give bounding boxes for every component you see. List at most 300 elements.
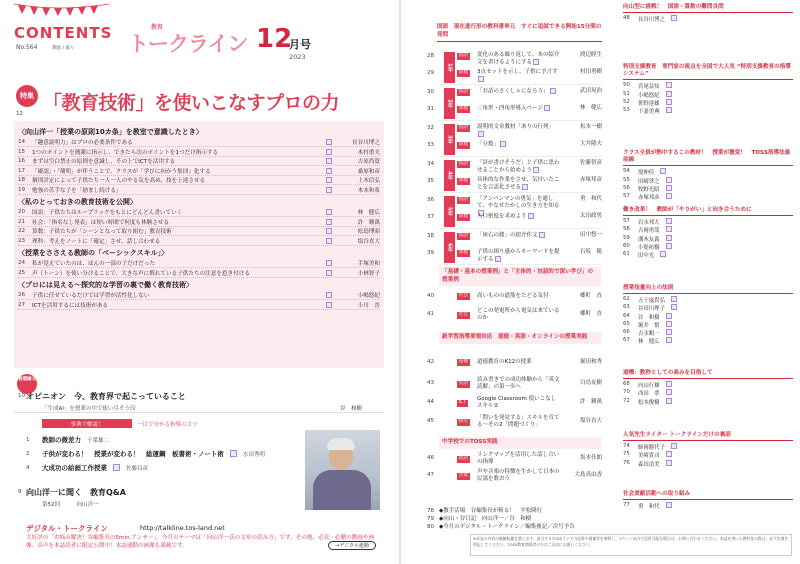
article-title: ICTを活用するには技術がある (32, 302, 109, 309)
right-article[interactable] (623, 185, 793, 193)
digital-link-icon (666, 337, 672, 343)
feature-article[interactable] (18, 301, 380, 310)
article-author: 太田政男 (579, 213, 602, 219)
serial-item-title: 子供が変わる！ 授業が変わる！ 総運鋼 板書術・ノート術 (42, 450, 224, 458)
digital-link-icon (666, 218, 672, 224)
article-author: 向山行雄 (638, 383, 660, 390)
digital-link-icon (666, 313, 672, 319)
right-section-rule (623, 378, 793, 379)
right-section-title: 人気先生ライター トークラインだけの裏話 (623, 432, 731, 438)
issue-publisher: 教師 / 暮り (52, 46, 75, 51)
article-page: 78 (427, 508, 434, 514)
section-article[interactable] (427, 358, 602, 366)
feature-article[interactable] (18, 176, 380, 185)
right-section-title: 道標：数秒としての高みを目指して (623, 370, 713, 376)
article-title: どこの発電所から電気は来ているのか (477, 308, 560, 321)
article-title: 勉強の苦手な子を「励まし続ける」 (32, 187, 122, 194)
right-section-heading (623, 207, 793, 216)
right-section-title: 向山型に挑戦！ 国語・算数の難問良問 (623, 4, 724, 10)
digital-link-icon (478, 76, 484, 82)
right-article[interactable] (623, 313, 793, 321)
subject-label: ICT (458, 399, 467, 405)
article-author: 許 鍾萬 (579, 399, 602, 406)
serial-item-author: 水田秀明 (242, 451, 265, 458)
feature-article[interactable] (18, 237, 380, 246)
article-page: 62 (623, 296, 630, 303)
article-title: 3点セットを示し、子供に予言す (477, 69, 560, 83)
feature-article[interactable] (18, 218, 380, 227)
article-page: 35 (427, 178, 434, 184)
subject-tag (457, 418, 477, 426)
article-author: 林 健広 (638, 339, 660, 346)
article-page: 43 (427, 380, 434, 387)
article-author: 宮尾益知 (638, 84, 660, 91)
section-article[interactable] (427, 292, 602, 300)
article-page: 79 (427, 516, 434, 522)
digital-link-icon (544, 105, 550, 111)
right-article[interactable] (623, 168, 793, 176)
digital-link-icon (666, 243, 672, 249)
subject-label: 音楽 (458, 472, 469, 478)
article-author: 郷町 直 (579, 311, 602, 318)
article-page: 80 (427, 524, 434, 530)
right-article[interactable] (623, 443, 793, 451)
article-title: 人口密度を求めよう (477, 213, 560, 220)
subject-label: 算数 (458, 178, 469, 183)
section-article[interactable] (427, 396, 602, 410)
digital-link-icon (113, 464, 120, 471)
article-page: 23 (18, 237, 26, 244)
section-article[interactable] (427, 452, 602, 466)
serial-item[interactable] (26, 449, 265, 458)
issue-month-number: 12 (256, 24, 293, 54)
feature-article[interactable] (18, 269, 380, 278)
article-title: 「趣意説明力」はプロの必要条件である (32, 140, 133, 146)
article-author: 林 健広 (357, 210, 380, 216)
right-article[interactable] (623, 321, 793, 329)
article-author: 小川 晋 (357, 302, 380, 309)
right-article[interactable] (623, 107, 793, 115)
right-section-title: 働き改革！ 教師が「やりがい」と向き合うために (623, 207, 752, 213)
article-page: 20 (18, 209, 26, 215)
article-author: 佐藤智彦 (579, 160, 602, 166)
article-page: 77 (623, 502, 630, 509)
article-title: まずは空白禁止の原則を意識し、その上でICTを活用する (32, 159, 176, 165)
right-article[interactable] (623, 226, 793, 234)
copyright-note: ※本誌の内容の無断転載を禁じます。該当するTOSSランドの記事や画像等を参照し、1ページ以内で活用可能な場合は、お問い合わせください。本誌を用いた教材化の際は、必ず出典を明記してください。TOSS教育関係者の方はご自由にお使いください。 (470, 534, 792, 556)
article-author: 小堤祐樹 (638, 244, 660, 251)
article-author: 牧野光昭 (638, 186, 660, 193)
digital-link-icon (671, 443, 677, 449)
subject-label: 探究 (458, 418, 469, 424)
right-article[interactable] (623, 243, 793, 251)
right-article[interactable] (623, 15, 793, 23)
article-page: 27 (18, 301, 26, 308)
feature-article[interactable] (18, 291, 380, 300)
right-article[interactable] (623, 218, 793, 226)
brand-logo: トークライン (128, 32, 248, 56)
article-page: 70 (623, 389, 630, 396)
article-title: 具体的な作業をさせ、気付いたことを言語化させる (477, 177, 560, 191)
feature-section-heading: 〈授業をささえる教師の「ベーシックスキル」〉 (18, 249, 169, 257)
article-page: 17 (18, 167, 26, 174)
serial-item-page: 2 (26, 450, 30, 457)
feature-article[interactable] (18, 227, 380, 236)
article-page: 54 (623, 168, 630, 175)
article-title: 三角形・四角形導入ページ (477, 105, 560, 112)
article-page: 68 (623, 381, 630, 388)
article-author: 小嶋悠紀 (638, 92, 660, 99)
subject-tag (457, 232, 477, 240)
article-author: 長谷川博之 (638, 17, 665, 24)
feature-article[interactable] (18, 186, 380, 195)
digital-link-icon (671, 304, 677, 310)
article-author: 松島博昭 (357, 229, 380, 235)
right-section-rule (623, 215, 793, 216)
article-page: 67 (623, 337, 630, 344)
bunting-decoration (14, 2, 109, 22)
article-title: 声（トーン）を使い分けることで、大きな声に慣れている子供たちの注意を惹き付ける (32, 270, 250, 277)
digital-link-icon (539, 232, 545, 238)
article-title: 高いものの道筋をたどる気付 (477, 292, 549, 299)
article-page: 58 (623, 226, 630, 233)
article-page: 60 (623, 242, 630, 249)
grade-label: 1年 (444, 52, 455, 83)
grade-divider (439, 156, 602, 157)
right-article[interactable] (623, 193, 793, 201)
right-section-heading (623, 370, 793, 379)
article-author: 谷田川理子 (638, 306, 665, 313)
subject-tag (457, 141, 477, 149)
article-page: 61 (623, 251, 630, 257)
feature-section-heading: 〈プロには見える～探究的な学習の裏で働く教育技術〉 (18, 281, 193, 289)
article-title: 私が覚えていたのは、ほんの一部の子だけだった (32, 261, 156, 267)
misc-item[interactable] (427, 524, 602, 531)
article-author: 林 健広 (579, 105, 602, 111)
article-page: 18 (18, 177, 26, 183)
right-section-heading (623, 64, 793, 80)
grade-divider (439, 228, 602, 229)
qa-subtitle: 第52回 向山洋一 (42, 502, 99, 508)
subject-label: 算数 (458, 214, 469, 219)
article-title: 理科：考えをノートに「確定」させ、話し合わせる (32, 238, 161, 245)
misc-item[interactable] (427, 516, 602, 523)
serial-item-title: 大成功の給画工作授業 (42, 464, 107, 472)
subject-label: 道徳 (458, 359, 469, 364)
right-article[interactable] (623, 398, 793, 406)
right-article[interactable] (623, 389, 793, 397)
article-page: 24 (18, 260, 26, 266)
article-author: 坂本佳朗 (579, 455, 602, 462)
article-author: 長谷川博之 (352, 140, 380, 146)
article-author: 赤塚邦彦 (638, 195, 660, 201)
subject-tag (457, 249, 477, 257)
subject-tag (457, 213, 477, 221)
subject-label: 算数 (458, 70, 469, 75)
article-page: 42 (427, 358, 434, 365)
misc-item-text: ◆向山・谷日記 向山洋一／谷 和樹 (439, 516, 532, 522)
qa-title[interactable]: 向山洋一に聞く 教育Q&A (26, 488, 126, 497)
subject-tag (457, 292, 477, 300)
subject-tag (457, 399, 477, 407)
right-section-title: 授業技量向上の法則 (623, 285, 674, 291)
article-page: 66 (623, 329, 630, 335)
feature-article[interactable] (18, 138, 380, 147)
section-article[interactable] (427, 377, 602, 391)
article-page: 16 (18, 158, 26, 164)
subject-tag (457, 311, 477, 319)
article-page: 32 (427, 125, 434, 131)
article-title: Google Classroom 使いこなしスキル② (477, 396, 557, 409)
article-author: 渡辺睦生 (579, 52, 602, 58)
right-article[interactable] (623, 296, 793, 304)
article-author: 白鳥友樹 (579, 380, 602, 387)
digital-link-icon (533, 167, 539, 173)
article-author: 堀田和秀 (579, 358, 602, 365)
subject-tag (457, 88, 477, 96)
subject-label: 国語 (458, 233, 469, 238)
grade-label: 3年 (444, 124, 455, 155)
article-page: 33 (427, 142, 434, 148)
article-page: 26 (18, 292, 26, 298)
right-section-title: 社会貢献活動への取り組み (623, 491, 691, 497)
issue-number: No.564 (16, 44, 38, 51)
article-author: 塩谷直大 (357, 238, 380, 245)
subject-label: 社会 (458, 311, 469, 317)
opinion-subtitle: 「生成AI」を授業の中で使い尽そう⑸ (42, 406, 136, 412)
right-article[interactable] (623, 460, 793, 468)
article-page: 76 (623, 459, 630, 466)
article-page: 59 (623, 234, 630, 241)
digital-link-icon (230, 450, 237, 457)
grade-label: 2年 (444, 88, 455, 119)
article-author: 村田勇樹 (579, 69, 602, 75)
article-page: 14 (18, 139, 26, 145)
right-article[interactable] (623, 99, 793, 107)
right-column (621, 0, 800, 564)
right-article[interactable] (623, 177, 793, 185)
article-page: 19 (18, 186, 26, 193)
article-page: 41 (427, 311, 434, 318)
article-title: 説明的文章教材「ありの行列」 (477, 124, 560, 138)
right-article[interactable] (623, 329, 793, 337)
article-page: 52 (623, 98, 630, 105)
article-page: 46 (427, 455, 434, 462)
article-author: 田崎啓之 (638, 178, 660, 185)
serial-item[interactable] (26, 463, 148, 472)
left-page (0, 0, 399, 564)
article-title: 「お話のさくしゃになろう」 (477, 88, 560, 95)
article-page: 50 (623, 82, 630, 89)
issue-month-label: 月号 (289, 38, 311, 51)
section-article[interactable] (427, 469, 602, 483)
right-article[interactable] (623, 235, 793, 243)
subject-tag (457, 105, 477, 113)
mid-section-heading: 国語 現在進行形の教科書単元 すぐに追試できる開始15分間の発問 (437, 24, 602, 42)
right-section-title: 特別支援教育 専門家の視点を全国で大人気 “特別支援教育の指導システム” (623, 64, 791, 78)
mid-section-junior-high: 中学校でのTOSS実践 (439, 437, 601, 449)
article-author: 勇 和代 (638, 504, 660, 511)
feature-section-heading: 〈向山洋一「授業の原則10カ条」を教室で意識したとき〉 (18, 128, 203, 136)
digital-link-icon (533, 59, 539, 65)
feature-article[interactable] (18, 208, 380, 217)
article-page: 47 (427, 472, 434, 479)
feature-article[interactable] (18, 148, 380, 157)
subject-label: 社会 (458, 293, 469, 298)
right-section-rule (623, 79, 793, 80)
author-photo (305, 430, 380, 510)
digital-link-icon (666, 389, 672, 395)
contents-heading: CONTENTS (14, 24, 113, 42)
article-page: 40 (427, 292, 434, 299)
mid-section-new-curriculum: 新学習指導要領対応 道徳・英語・オンラインの授業実践 (439, 332, 601, 344)
grade-label: 4年 (444, 160, 455, 191)
article-page: 64 (623, 312, 630, 319)
right-article[interactable] (623, 251, 793, 259)
grade-divider (439, 264, 602, 265)
article-title: 子供の困り感からキーワードを提示する (477, 249, 560, 263)
article-page: 30 (427, 89, 434, 95)
article-page: 65 (623, 320, 630, 327)
digital-link-icon (666, 451, 672, 457)
digital-link-icon (666, 91, 672, 97)
digital-link-icon (666, 398, 672, 404)
subject-tag (457, 52, 477, 60)
digital-link-icon (495, 256, 501, 262)
digital-link-icon (666, 99, 672, 105)
article-author: 谷 和樹 (638, 314, 660, 321)
subject-label: 国語 (458, 53, 469, 58)
subject-tag (457, 380, 477, 388)
article-page: 28 (427, 53, 434, 59)
right-article[interactable] (623, 91, 793, 99)
subject-label: 算数 (458, 142, 469, 147)
subject-label: 国語 (458, 161, 469, 166)
qa-page: 9 (18, 489, 22, 495)
right-article[interactable] (623, 82, 793, 90)
mid-section-basics: 「基礎・基本の授業例」と「主体的・対話的で深い学び」の授業例 (439, 267, 601, 286)
section-article[interactable] (427, 308, 602, 322)
feature-article[interactable] (18, 167, 380, 176)
digital-link-icon (478, 131, 484, 137)
page-gutter (399, 0, 401, 564)
right-article[interactable] (623, 381, 793, 389)
article-page: 29 (427, 70, 434, 76)
jiten-subtitle: 一目で分かる指導のコツ (137, 422, 198, 428)
article-title: 読み書きでの成功体験から「英文読解」の第一歩へ (477, 377, 560, 390)
digital-link-icon (660, 168, 666, 174)
article-author: 木本和希 (357, 187, 380, 194)
article-author: 松本一樹 (579, 124, 602, 130)
article-page: 63 (623, 304, 630, 311)
article-author: 岩永邦大 (638, 220, 660, 227)
article-title: 子供に任せているだけでは学習が活性化しない (32, 293, 150, 299)
digital-link-icon (666, 502, 672, 508)
article-title: 国語：子供たちはループリックをもとにどんどん書いていく (32, 210, 183, 216)
article-page: 53 (623, 107, 630, 113)
subject-tag (457, 69, 477, 77)
subject-label: 算数 (458, 250, 469, 255)
subject-tag (457, 160, 477, 168)
article-author: 勇 和代 (579, 196, 602, 202)
article-page: 39 (427, 250, 434, 256)
misc-item-text: ◆今月のデジタル・トークライン／編集後記／次号予告 (439, 524, 575, 530)
article-page: 37 (427, 214, 434, 220)
subject-label: 国語 (458, 125, 469, 130)
article-page: 25 (18, 269, 26, 276)
section-article[interactable] (427, 415, 602, 429)
digital-link-icon (522, 184, 528, 190)
article-title: 「分数」 (477, 141, 560, 148)
right-article[interactable] (623, 451, 793, 459)
feature-article[interactable] (18, 157, 380, 166)
article-author: 木村重夫 (357, 149, 380, 156)
article-author: 堀井 慎 (638, 322, 660, 329)
article-page: 56 (623, 184, 630, 191)
serial-item-page: 4 (26, 464, 30, 471)
digital-link-icon (671, 296, 677, 302)
article-author: 田中悠一 (579, 232, 602, 238)
right-section-heading (623, 491, 793, 500)
subject-tag (457, 358, 477, 366)
article-author: 大井隆夫 (579, 141, 602, 147)
digital-link-icon (666, 381, 672, 387)
right-article[interactable] (623, 502, 793, 510)
article-page: 44 (427, 399, 434, 406)
article-author: 松本俊樹 (638, 399, 660, 406)
right-section-title: クラス全員が熱中するこの教材！ 授業が激変！ TOSS指導法最前線 (623, 150, 791, 164)
article-author: 吉原尚寛 (357, 159, 380, 165)
article-author: 吉永順一 (638, 331, 660, 337)
digital-link-icon (666, 235, 672, 241)
digital-talkline-url[interactable]: http://talkline.tos-land.net (140, 524, 225, 532)
right-section-rule (623, 165, 793, 166)
article-page: 55 (623, 176, 630, 183)
digital-link-button[interactable]: →デジタル連動 (328, 541, 376, 550)
subject-label: 国語 (458, 89, 469, 94)
article-title: リンクマップを活用した話し合いの指導 (477, 452, 560, 465)
subject-label: 国語 (458, 455, 469, 461)
right-section-heading (623, 150, 793, 166)
subject-tag (457, 177, 477, 185)
digital-link-icon (550, 88, 556, 94)
article-author: 堤伸佳 (638, 170, 655, 177)
right-section-heading (623, 432, 793, 441)
grade-divider (439, 84, 602, 85)
right-article[interactable] (623, 337, 793, 345)
article-title: 「詩が書けそうだ」と子供に思わせることから始めよう (477, 160, 560, 174)
opinion-title[interactable]: オピニオン 今、教育界で起こっていること (26, 392, 186, 401)
article-title: 社会：「指名なし発表」は短い時間で何度も体験させる (32, 219, 170, 226)
digital-link-icon (666, 107, 672, 113)
article-page: 57 (623, 218, 630, 225)
serial-item[interactable] (26, 435, 109, 444)
article-author: 田中光 (638, 253, 655, 259)
article-title: 声や音楽の特徴を生かして日本の民謡を歌おう (477, 469, 560, 482)
article-author: 美崎貴司 (638, 453, 660, 460)
feature-article[interactable] (18, 259, 380, 268)
article-title: 1つのポイントを簡潔に指示し、できたら次のポイントを1つだけ指示する (32, 149, 219, 156)
right-article[interactable] (623, 304, 793, 312)
article-page: 36 (427, 197, 434, 203)
misc-item[interactable] (427, 508, 602, 515)
serial-item-page: 1 (26, 436, 30, 443)
feature-badge: 特集 (16, 85, 38, 107)
right-section-rule (623, 12, 793, 13)
article-author: 桑原和彦 (357, 168, 380, 175)
digital-link-icon (666, 177, 672, 183)
article-author: 西田 翠 (638, 391, 660, 398)
